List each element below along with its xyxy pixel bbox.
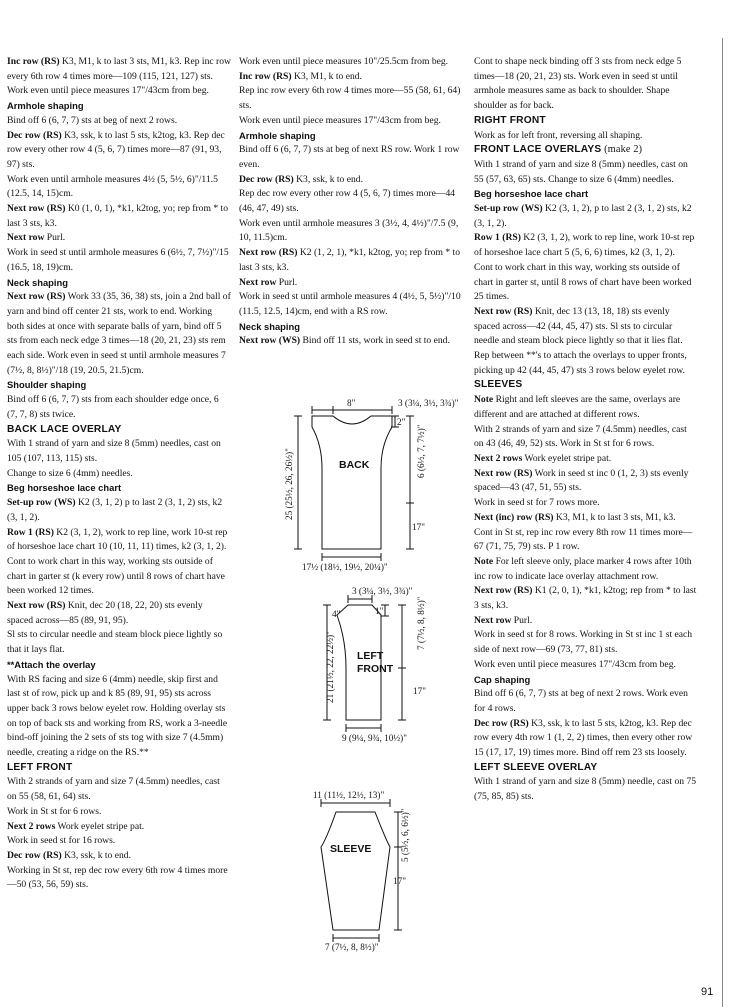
instruction-text: Cont to work chart in this way, working sts outside of chart in garter st, until 8 rows of chart have been worked 25 times.	[474, 261, 692, 303]
instruction-text: Purl.	[511, 614, 533, 626]
sleeve-top-width: 11 (11½, 12½, 13)"	[313, 790, 385, 800]
back-schematic-outline	[312, 416, 392, 549]
instruction-text: Sl sts to circular needle and steam block piece lightly so that it lays flat.	[7, 629, 223, 656]
front-shoulder-width: 3 (3¼, 3½, 3¾)"	[352, 586, 413, 596]
instruction-keyword: Next row (RS)	[7, 203, 66, 215]
instruction-text: Work 33 (35, 36, 38) sts, join a 2nd ball of yarn and bind off center 21 sts, work to end. Working both sides at once with separate balls of yarn, bind off 5 sts from each neck edge 3 times—18 (20, 21, 23) sts rem each side. Work even in seed st until armhole measures 7 (7½, 8, 8½)"/18 (19, 20.5, 21.5)cm.	[7, 291, 231, 376]
heading-text: SLEEVES	[474, 379, 523, 391]
instruction-text: Working in St st, rep dec row every 6th row 4 times more—50 (53, 56, 59) sts.	[7, 864, 228, 891]
heading-text: BACK LACE OVERLAY	[7, 423, 122, 435]
heading-text: Shoulder shaping	[7, 379, 87, 391]
heading-text: Beg horseshoe lace chart	[474, 188, 589, 200]
instruction-keyword: Next row (RS)	[7, 600, 66, 612]
instruction-text: Bind off 6 (6, 7, 7) sts at beg of next 2 rows. Work even for 4 rows.	[474, 688, 688, 714]
instruction-text: Work in St st for 6 rows.	[7, 805, 102, 817]
instruction-text: With 1 strand of yarn and size 8 (5mm) needles, cast on 105 (107, 113, 115) sts.	[7, 438, 221, 464]
instruction-keyword: Inc row (RS)	[239, 70, 292, 82]
instruction-text: Change to size 6 (4mm) needles.	[7, 467, 133, 479]
instruction-text: Work eyelet stripe pat.	[522, 452, 612, 464]
instruction-keyword: Next row (RS)	[474, 305, 533, 317]
instruction-text: Rep dec row every other row 4 (5, 6, 7) times more—44 (46, 47, 49) sts.	[239, 188, 456, 215]
instruction-text: Purl.	[276, 276, 298, 288]
front-neck-width: 4"	[332, 609, 341, 619]
back-neck-depth: 2"	[397, 417, 406, 427]
left-front-label-2: FRONT	[357, 663, 394, 675]
instruction-text: K3, ssk, k to last 5 sts, k2tog, k3. Rep dec row every other row 4 (5, 6, 7) times more—87 (91, 93, 97) sts.	[7, 129, 225, 170]
heading-text: RIGHT FRONT	[474, 114, 546, 126]
front-total-length: 21 (21½, 22, 22½)"	[325, 631, 335, 703]
back-neck-width: 8"	[347, 398, 356, 408]
instruction-text: Work as for left front, reversing all shaping.	[474, 129, 643, 141]
instruction-text: Cont to work chart in this way, working sts outside of chart in garter st (k every row) until 8 rows of chart have been worked 12 times.	[7, 555, 225, 597]
instruction-text: Work eyelet stripe pat.	[55, 820, 145, 832]
instruction-text: Work even until armhole measures 4½ (5, 5½, 6)"/11.5 (12.5, 14, 15)cm.	[7, 173, 218, 200]
instruction-keyword: Next row (RS)	[7, 291, 66, 303]
front-neck-depth: 1"	[375, 606, 384, 616]
left-front-label-1: LEFT	[357, 650, 384, 662]
instruction-text: K2 (3, 1, 2), work to rep line, work 10-st rep of horseshoe lace chart 10 (10, 11, 11) times, k2 (3, 1, 2).	[7, 526, 228, 553]
instruction-keyword: Next (inc) row (RS)	[474, 511, 554, 523]
heading-text: LEFT SLEEVE OVERLAY	[474, 761, 598, 773]
instruction-text: Work even until piece measures 10"/25.5cm from beg.	[239, 56, 449, 67]
instruction-text: Right and left sleeves are the same, overlays are different and are attached at different rows.	[474, 394, 681, 420]
back-shoulder-width: 3 (3¼, 3½, 3¾)"	[398, 398, 459, 408]
instruction-keyword: Next 2 rows	[474, 452, 523, 464]
instruction-text: K3, ssk, k to end.	[61, 849, 132, 861]
instruction-text: Knit, dec 20 (18, 22, 20) sts evenly spaced across—85 (89, 91, 95).	[7, 600, 203, 626]
instruction-text: Work in seed st until armhole measures 4 (4½, 5, 5½)"/10 (11.5, 12.5, 14)cm, end with a RS row.	[239, 291, 461, 317]
instruction-text: K1 (2, 0, 1), *k1, k2tog; rep from * to last 3 sts, k3.	[474, 585, 697, 612]
instruction-keyword: Dec row (RS)	[7, 849, 62, 861]
instruction-keyword: Next row	[474, 614, 512, 626]
heading-note: (make 2)	[601, 144, 643, 156]
instruction-text: With 2 strands of yarn and size 7 (4.5mm) needles, cast on 55 (58, 61, 64) sts.	[7, 776, 220, 803]
heading-text: Neck shaping	[7, 276, 68, 288]
heading-text: Armhole shaping	[239, 129, 316, 141]
instruction-text: K3, M1, k to last 3 sts, M1, k3. Rep inc row every 6th row 4 times more—109 (115, 121, 127) sts.	[7, 56, 231, 82]
instruction-keyword: Next row	[239, 276, 277, 288]
instruction-text: K2 (3, 1, 2), p to last 2 (3, 1, 2) sts, k2 (3, 1, 2).	[474, 203, 692, 229]
sleeve-cap-depth: 5 (5½, 6, 6½)"	[400, 808, 410, 862]
back-total-length: 25 (25½, 26, 26½)"	[284, 448, 294, 520]
instruction-keyword: Next row	[7, 232, 45, 244]
instruction-text: Bind off 11 sts, work in seed st to end.	[300, 335, 450, 347]
instruction-keyword: Dec row (RS)	[7, 129, 62, 141]
instruction-text: Work even until piece measures 17"/43cm from beg.	[239, 114, 441, 126]
instruction-text: K3, ssk, k to end.	[293, 173, 364, 185]
instruction-text: Work in seed st inc 0 (1, 2, 3) sts evenly spaced—43 (47, 51, 55) sts.	[474, 467, 689, 494]
instruction-text: Work in seed st for 8 rows. Working in St st inc 1 st each side of next row—69 (73, 77, 81) sts.	[474, 629, 693, 656]
instruction-keyword: Next row (RS)	[474, 585, 533, 597]
instruction-text: K3, M1, k to last 3 sts, M1, k3.	[553, 511, 676, 523]
instruction-keyword: Inc row (RS)	[7, 56, 60, 67]
back-bottom-width: 17½ (18½, 19½, 20¼)"	[302, 562, 388, 572]
instruction-text: K2 (3, 1, 2), work to rep line, work 10-st rep of horseshoe lace chart 5 (5, 6, 6) times, k2 (3, 1, 2).	[474, 232, 695, 259]
instruction-keyword: Note	[474, 555, 494, 567]
instruction-keyword: Row 1 (RS)	[7, 526, 54, 538]
instruction-text: With 1 strand of yarn and size 8 (5mm) needle, cast on 75 (75, 85, 85) sts.	[474, 776, 697, 803]
instruction-keyword: Dec row (RS)	[239, 173, 294, 185]
instruction-keyword: Row 1 (RS)	[474, 232, 521, 244]
instruction-text: Work in seed st for 7 rows more.	[474, 497, 600, 509]
instruction-keyword: Next row (RS)	[239, 247, 298, 259]
instruction-keyword: Dec row (RS)	[474, 717, 529, 729]
heading-text: Neck shaping	[239, 320, 300, 332]
instruction-text: Cont in St st, rep inc row every 8th row 11 times more—67 (71, 75, 79) sts. P 1 row.	[474, 526, 693, 553]
instruction-keyword: Note	[474, 394, 494, 406]
sleeve-schematic-outline	[321, 812, 390, 930]
instruction-text: K2 (1, 2, 1), *k1, k2tog, yo; rep from * to last 3 sts, k3.	[239, 247, 460, 273]
instruction-text: For left sleeve only, place marker 4 rows after 10th inc row to indicate lace overlay attachment row.	[474, 555, 692, 582]
instruction-text: Rep inc row every 6th row 4 times more—55 (58, 61, 64) sts.	[239, 85, 461, 112]
instruction-text: Knit, dec 13 (13, 18, 18) sts evenly spaced across—42 (44, 45, 47) sts. Sl sts to circular needle and steam block piece lightly so that it lies flat.	[474, 305, 683, 347]
heading-text: Armhole shaping	[7, 100, 84, 112]
instruction-text: Rep between **'s to attach the overlays to upper fronts, picking up 42 (44, 45, 47) sts 3 rows below eyelet row.	[474, 350, 687, 376]
instruction-text: Work even until armhole measures 3 (3½, 4, 4½)"/7.5 (9, 10, 11.5)cm.	[239, 217, 459, 244]
instruction-text: K0 (1, 0, 1), *k1, k2tog, yo; rep from * to last 3 sts, k3.	[7, 203, 228, 229]
instruction-keyword: Set-up row (WS)	[7, 497, 76, 509]
instruction-keyword: Next row (WS)	[239, 335, 301, 347]
instruction-text: Cont to shape neck binding off 3 sts from neck edge 5 times—18 (20, 21, 23) sts. Work even in seed st until armhole measures same as back to shoulder. Shape shoulder as for back.	[474, 56, 682, 112]
sleeve-bottom-width: 7 (7½, 8, 8½)"	[325, 942, 379, 952]
front-armhole-depth: 7 (7½, 8, 8½)"	[416, 596, 426, 650]
instruction-keyword: Next row (RS)	[474, 467, 533, 479]
back-body-length: 17"	[412, 522, 425, 532]
back-label: BACK	[339, 459, 370, 471]
instruction-text: K3, ssk, k to last 5 sts, k2tog, k3. Rep dec row every 4th row 1 (1, 2, 2) times, then every other row 15 (17, 17, 19) times more. Bind off rem 23 sts loosely.	[474, 717, 693, 759]
instruction-keyword: Set-up row (WS)	[474, 203, 543, 215]
instruction-text: K2 (3, 1, 2) p to last 2 (3, 1, 2) sts, k2 (3, 1, 2).	[7, 497, 223, 523]
instruction-text: With 2 strands of yarn and size 7 (4.5mm) needles, cast on 43 (46, 49, 52) sts. Work in St st for 6 rows.	[474, 423, 687, 450]
instruction-text: Bind off 6 (6, 7, 7) sts at beg of next 2 rows.	[7, 114, 178, 126]
back-armhole-depth: 6 (6½, 7, 7½)"	[416, 424, 426, 478]
instruction-text: Bind off 6 (6, 7, 7) sts from each shoulder edge once, 6 (7, 7, 8) sts twice.	[7, 394, 219, 420]
instruction-text: With 1 strand of yarn and size 8 (5mm) needles, cast on 55 (57, 63, 65) sts. Change to size 6 (4mm) needles.	[474, 158, 688, 185]
heading-text: LEFT FRONT	[7, 761, 73, 773]
instruction-text: Work in seed st until armhole measures 6 (6½, 7, 7½)"/15 (16.5, 18, 19)cm.	[7, 247, 229, 273]
right-margin-rule	[722, 38, 723, 1007]
instruction-text: Bind off 6 (6, 7, 7) sts at beg of next RS row. Work 1 row even.	[239, 144, 460, 170]
page-number: 91	[701, 986, 714, 998]
instruction-text: Purl.	[44, 232, 66, 244]
front-body-length: 17"	[413, 686, 426, 696]
heading-text: FRONT LACE OVERLAYS	[474, 144, 602, 156]
instruction-text: With RS facing and size 6 (4mm) needle, skip first and last st of row, pick up and k 85 (89, 91, 95) sts across upper back 3 rows below eyelet row. Holding overlay sts on top of back sts and working from RS, work a 3-needle bind-off joining the 2 sets of sts tog with size 7 (4.5mm) needle, creating a ridge on the RS.**	[7, 673, 228, 759]
instruction-text: Work even until piece measures 17"/43cm from beg.	[474, 658, 676, 670]
heading-text: **Attach the overlay	[7, 658, 96, 670]
sleeve-length: 17"	[393, 876, 406, 886]
instruction-text: Work even until piece measures 17"/43cm from beg.	[7, 85, 209, 97]
heading-text: Beg horseshoe lace chart	[7, 482, 122, 494]
sleeve-label: SLEEVE	[330, 843, 372, 855]
instruction-keyword: Next 2 rows	[7, 820, 56, 832]
front-bottom-width: 9 (9¼, 9¾, 10½)"	[342, 733, 407, 743]
instruction-text: K3, M1, k to end.	[291, 70, 362, 82]
instruction-text: Work in seed st for 16 rows.	[7, 835, 116, 847]
heading-text: Cap shaping	[474, 673, 531, 685]
